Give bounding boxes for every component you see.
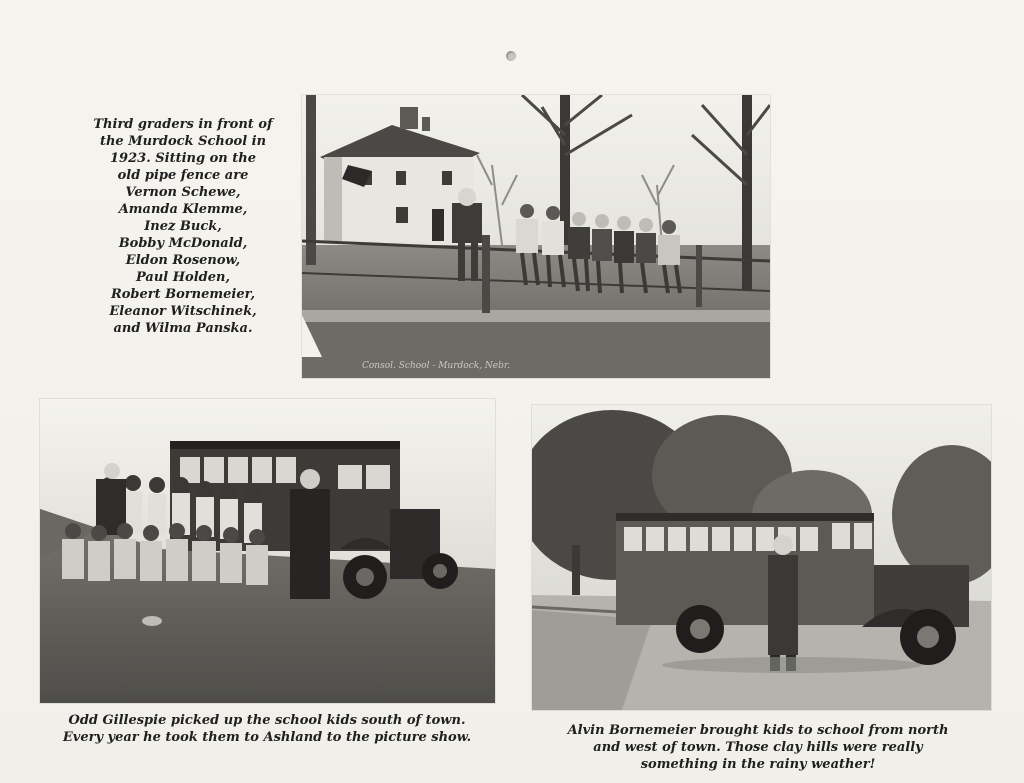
punch-hole [506, 51, 516, 61]
caption-line: Alvin Bornemeier brought kids to school from north [567, 723, 949, 738]
caption-line: and west of town. Those clay hills were really [593, 740, 923, 755]
bus-photo-south [40, 399, 495, 703]
caption-bus-south [40, 712, 494, 746]
caption-line: Eldon Rosenow, [125, 253, 241, 268]
caption-school-photo [70, 116, 296, 337]
school-photo-inscription: Consol. School - Murdock, Nebr. [362, 361, 511, 371]
caption-line: Inez Buck, [144, 219, 222, 234]
caption-line: Eleanor Witschinek, [109, 304, 257, 319]
caption-line: Third graders in front of [93, 117, 273, 132]
caption-line: 1923. Sitting on the [110, 151, 256, 166]
caption-line: Odd Gillespie picked up the school kids south of town. [68, 713, 466, 728]
bus-photo-south-image [40, 399, 495, 703]
bus-photo-north [532, 405, 991, 710]
caption-line: Paul Holden, [136, 270, 230, 285]
caption-line: Robert Bornemeier, [110, 287, 256, 302]
school-photo-image [302, 95, 770, 378]
caption-line: Vernon Schewe, [125, 185, 241, 200]
caption-bus-north [532, 722, 984, 773]
caption-line: Amanda Klemme, [118, 202, 248, 217]
caption-line: something in the rainy weather! [640, 757, 876, 772]
bus-photo-north-image [532, 405, 991, 710]
caption-line: old pipe fence are [117, 168, 249, 183]
caption-line: Bobby McDonald, [118, 236, 248, 251]
school-photo [302, 95, 770, 378]
caption-line: Every year he took them to Ashland to the picture show. [62, 730, 472, 745]
caption-line: and Wilma Panska. [113, 321, 253, 336]
caption-line: the Murdock School in [99, 134, 267, 149]
